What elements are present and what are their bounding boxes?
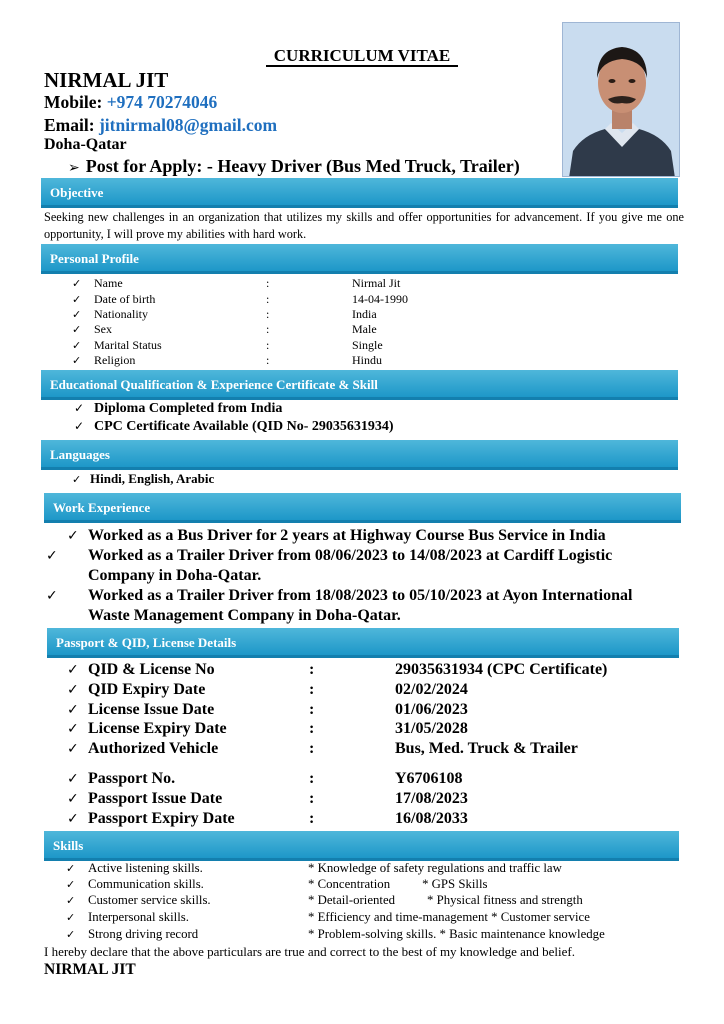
- education-text: Diploma Completed from India: [94, 401, 283, 416]
- section-personal-profile: [41, 244, 678, 274]
- passport-value: 02/02/2024: [395, 681, 468, 698]
- passport-row: [67, 770, 463, 788]
- profile-heading: Personal Profile: [50, 251, 139, 266]
- colon-separator: :: [309, 740, 315, 757]
- declaration: I hereby declare that the above particulars are true and correct to the best of my knowledge and belief.: [44, 944, 575, 959]
- profile-label: Date of birth: [94, 292, 156, 306]
- passport-label: QID Expiry Date: [88, 681, 206, 698]
- passport-label: License Issue Date: [88, 701, 215, 718]
- profile-row: [72, 307, 377, 322]
- profile-row: [72, 292, 408, 307]
- work-item: [46, 546, 667, 585]
- check-icon: ✓: [66, 928, 76, 941]
- post-text: Post for Apply: - Heavy Driver (Bus Med Truck, Trailer): [85, 156, 520, 176]
- passport-row: [67, 810, 468, 828]
- email-value[interactable]: jitnirmal08@gmail.com: [98, 115, 278, 135]
- skill-right: * Detail-oriented * Physical fitness and strength: [308, 893, 583, 907]
- passport-value: 16/08/2033: [395, 810, 468, 827]
- passport-label: Passport No.: [88, 770, 176, 787]
- languages-heading: Languages: [50, 447, 110, 462]
- skill-row: [66, 861, 562, 876]
- signature-name: NIRMAL JIT: [44, 961, 136, 978]
- passport-label: QID & License No: [88, 661, 215, 678]
- check-icon: ✓: [67, 528, 79, 544]
- profile-value: Single: [352, 338, 383, 352]
- check-icon: ✓: [67, 791, 79, 807]
- check-icon: ✓: [67, 702, 79, 718]
- colon-separator: :: [309, 810, 315, 827]
- section-objective: [41, 178, 678, 208]
- section-work-experience: [44, 493, 681, 523]
- check-icon: ✓: [72, 354, 82, 367]
- colon-separator: :: [309, 770, 315, 787]
- skill-right: * Knowledge of safety regulations and traffic law: [308, 861, 562, 875]
- check-icon: ✓: [67, 662, 79, 678]
- check-icon: ✓: [74, 401, 85, 415]
- work-heading: Work Experience: [53, 500, 151, 515]
- check-icon: ✓: [67, 811, 79, 827]
- check-icon: ✓: [72, 473, 82, 486]
- email-line: [44, 115, 277, 136]
- section-passport-qid: [47, 628, 679, 658]
- passport-label: Passport Issue Date: [88, 790, 223, 807]
- passport-value: 17/08/2023: [395, 790, 468, 807]
- colon-separator: :: [309, 790, 315, 807]
- profile-row: [72, 353, 382, 368]
- objective-heading: Objective: [50, 185, 104, 200]
- skill-left: Strong driving record: [88, 927, 199, 941]
- check-icon: ✓: [72, 277, 82, 290]
- check-icon: ✓: [74, 419, 85, 433]
- email-label: Email:: [44, 115, 95, 135]
- passport-row: [67, 790, 468, 808]
- skill-left: Interpersonal skills.: [88, 910, 189, 924]
- passport-value: 29035631934 (CPC Certificate): [395, 661, 608, 678]
- mobile-line: [44, 92, 217, 113]
- check-icon: ✓: [66, 862, 76, 875]
- skill-right: * Efficiency and time-management * Customer service: [308, 910, 590, 924]
- education-item: [74, 419, 394, 435]
- colon-separator: :: [309, 681, 315, 698]
- section-languages: [41, 440, 678, 470]
- skill-right: * Concentration * GPS Skills: [308, 877, 488, 891]
- check-icon: ✓: [46, 588, 58, 604]
- passport-value: 01/06/2023: [395, 701, 468, 718]
- check-icon: ✓: [67, 682, 79, 698]
- work-item: [67, 527, 606, 545]
- profile-label: Sex: [94, 322, 112, 336]
- check-icon: ✓: [67, 771, 79, 787]
- check-icon: ✓: [67, 741, 79, 757]
- profile-label: Name: [94, 276, 123, 290]
- colon-separator: :: [266, 338, 270, 352]
- skill-left: Active listening skills.: [88, 861, 203, 875]
- language-item: [72, 471, 214, 487]
- section-education: [41, 370, 678, 400]
- section-skills: [44, 831, 679, 861]
- colon-separator: :: [266, 276, 270, 290]
- education-text: CPC Certificate Available (QID No- 29035631934): [94, 419, 394, 434]
- passport-row: [67, 740, 578, 758]
- skill-row: [66, 910, 590, 925]
- skills-heading: Skills: [53, 838, 84, 853]
- post-applied: [68, 156, 520, 177]
- skill-right: * Problem-solving skills. * Basic maintenance knowledge: [308, 927, 605, 941]
- language-text: Hindi, English, Arabic: [90, 471, 215, 486]
- profile-value: 14-04-1990: [352, 292, 408, 306]
- check-icon: ✓: [72, 339, 82, 352]
- check-icon: ✓: [46, 548, 58, 564]
- profile-label: Religion: [94, 353, 136, 367]
- check-icon: ✓: [66, 878, 76, 891]
- objective-text: Seeking new challenges in an organization that utilizes my skills and offer opportunities for advancement. If you give me one opportunity, I will prove my abilities with hard work.: [44, 210, 684, 241]
- profile-value: Nirmal Jit: [352, 276, 401, 290]
- education-heading: Educational Qualification & Experience Certificate & Skill: [50, 377, 378, 392]
- colon-separator: :: [309, 701, 315, 718]
- location: Doha-Qatar: [44, 136, 127, 153]
- skill-row: [66, 927, 605, 942]
- passport-label: License Expiry Date: [88, 720, 227, 737]
- work-text: Worked as a Trailer Driver from 08/06/2023 to 14/08/2023 at Cardiff Logistic Company in Doha-Qatar.: [88, 547, 613, 584]
- passport-row: [67, 681, 468, 699]
- passport-row: [67, 661, 607, 679]
- profile-row: [72, 338, 383, 353]
- skill-row: [66, 893, 583, 908]
- passport-row: [67, 701, 468, 719]
- check-icon: ✓: [66, 911, 76, 924]
- profile-row: [72, 322, 377, 337]
- passport-row: [67, 720, 468, 738]
- colon-separator: :: [266, 307, 270, 321]
- check-icon: ✓: [72, 293, 82, 306]
- profile-label: Nationality: [94, 307, 148, 321]
- skill-row: [66, 877, 488, 892]
- colon-separator: :: [309, 661, 315, 678]
- colon-separator: :: [266, 322, 270, 336]
- candidate-name: NIRMAL JIT: [44, 68, 169, 92]
- colon-separator: :: [266, 353, 270, 367]
- profile-label: Marital Status: [94, 338, 162, 352]
- work-text: Worked as a Trailer Driver from 18/08/2023 to 05/10/2023 at Ayon International Waste Management Company in Doha-Qatar.: [88, 587, 633, 624]
- portrait-illustration: [563, 23, 680, 177]
- colon-separator: :: [309, 720, 315, 737]
- arrow-bullet-icon: ➢: [68, 160, 80, 176]
- check-icon: ✓: [72, 308, 82, 321]
- passport-label: Authorized Vehicle: [88, 740, 219, 757]
- work-item: [46, 586, 667, 625]
- passport-heading: Passport & QID, License Details: [56, 635, 237, 650]
- passport-value: Y6706108: [395, 770, 463, 787]
- passport-label: Passport Expiry Date: [88, 810, 235, 827]
- check-icon: ✓: [66, 894, 76, 907]
- check-icon: ✓: [72, 323, 82, 336]
- skill-left: Customer service skills.: [88, 893, 211, 907]
- passport-value: 31/05/2028: [395, 720, 468, 737]
- education-item: [74, 401, 282, 417]
- passport-value: Bus, Med. Truck & Trailer: [395, 740, 578, 757]
- mobile-label: Mobile:: [44, 92, 103, 112]
- profile-row: [72, 276, 400, 291]
- profile-value: Male: [352, 322, 377, 336]
- skill-left: Communication skills.: [88, 877, 204, 891]
- cv-title: CURRICULUM VITAE: [0, 46, 724, 67]
- check-icon: ✓: [67, 721, 79, 737]
- profile-photo: [562, 22, 680, 177]
- colon-separator: :: [266, 292, 270, 306]
- profile-value: India: [352, 307, 377, 321]
- profile-value: Hindu: [352, 353, 382, 367]
- mobile-value[interactable]: +974 70274046: [106, 92, 218, 112]
- work-text: Worked as a Bus Driver for 2 years at Highway Course Bus Service in India: [88, 527, 606, 544]
